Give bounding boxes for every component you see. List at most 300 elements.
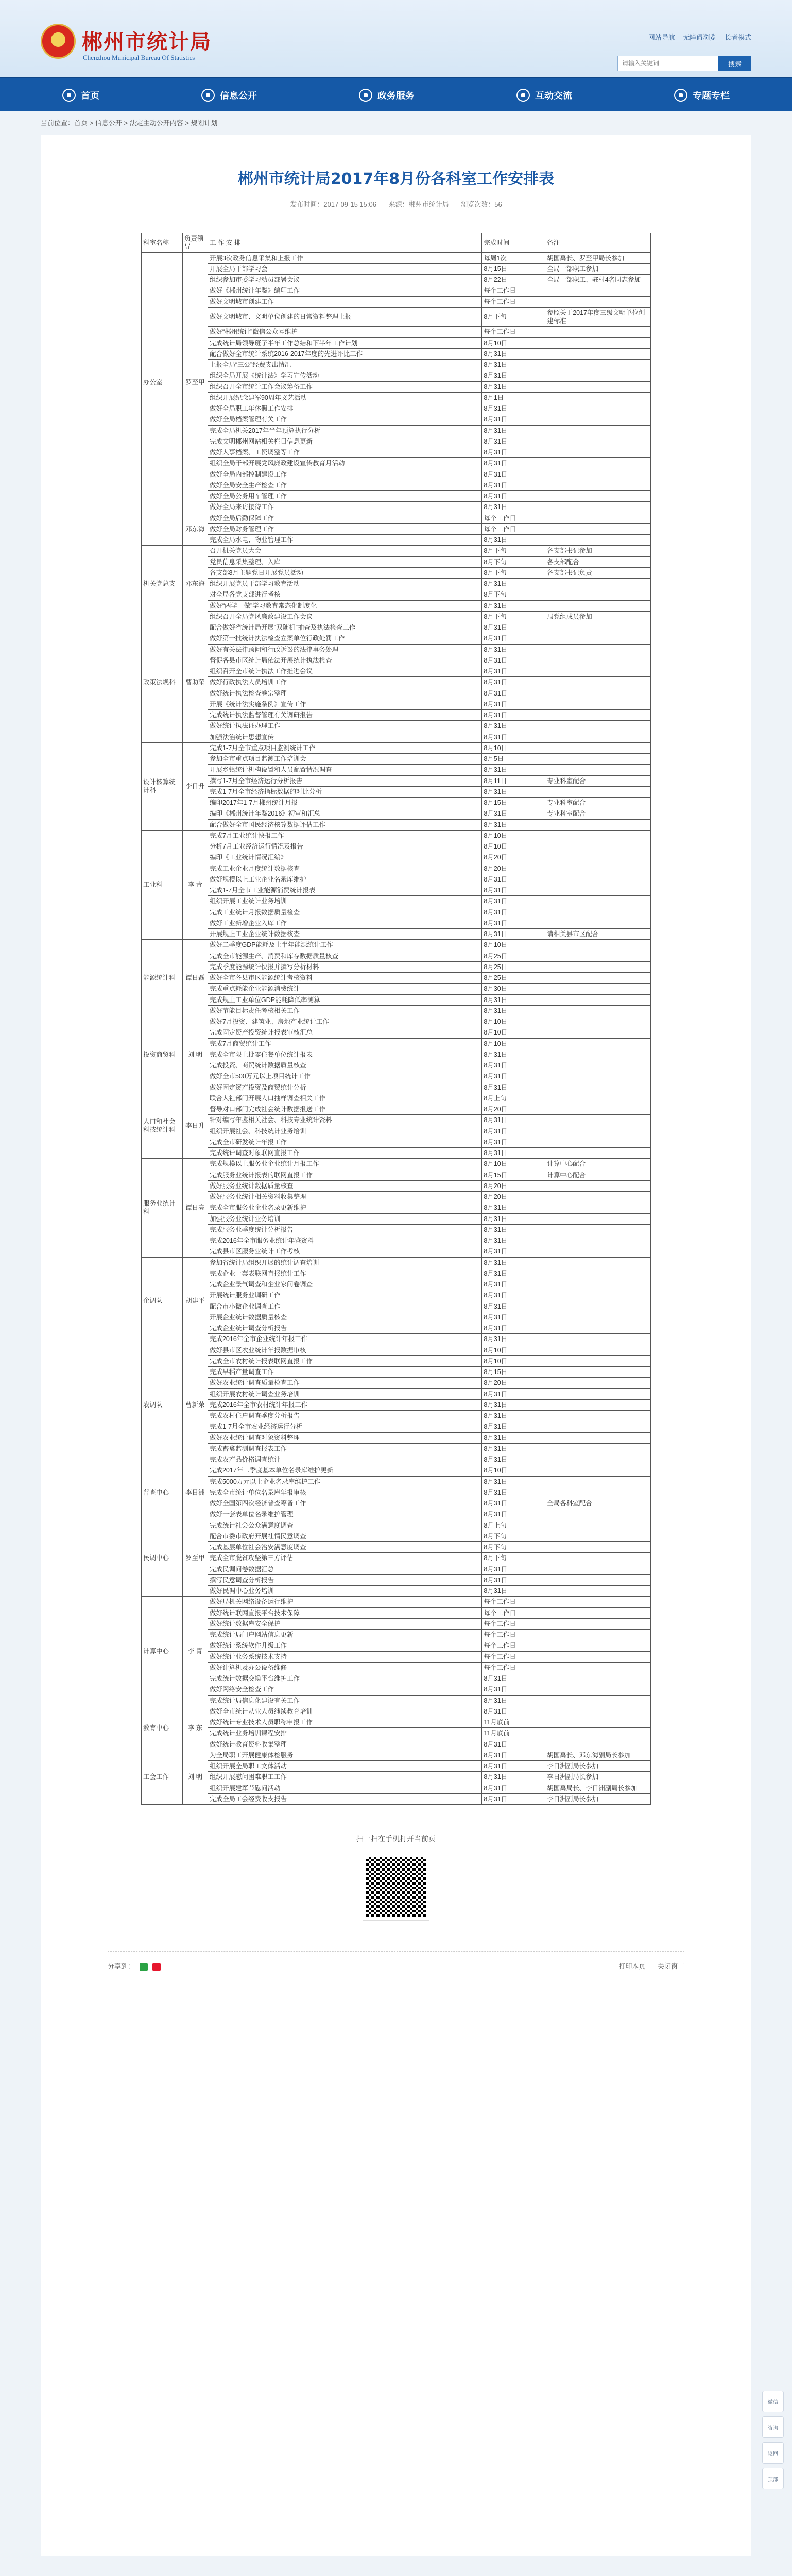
time-cell: 8月31日 <box>482 1213 545 1224</box>
table-row <box>142 1148 651 1159</box>
time-cell: 8月下旬 <box>482 611 545 622</box>
time-cell: 8月31日 <box>482 600 545 611</box>
note-cell <box>545 819 651 830</box>
note-cell: 专业科室配合 <box>545 798 651 808</box>
dept-cell: 办公室 <box>142 252 183 513</box>
table-row <box>142 918 651 928</box>
table-row <box>142 600 651 611</box>
table-row <box>142 994 651 1005</box>
table-row <box>142 414 651 425</box>
time-cell: 8月31日 <box>482 1574 545 1585</box>
time-cell: 8月31日 <box>482 1290 545 1301</box>
note-cell <box>545 765 651 775</box>
table-row <box>142 721 651 732</box>
table-row <box>142 1717 651 1728</box>
time-cell: 8月30日 <box>482 984 545 994</box>
time-cell: 8月31日 <box>482 655 545 666</box>
note-cell: 计算中心配合 <box>545 1159 651 1170</box>
float-top-button[interactable] <box>762 2468 784 2489</box>
time-cell: 8月31日 <box>482 622 545 633</box>
article-meta <box>108 199 684 219</box>
note-cell <box>545 830 651 841</box>
table-row <box>142 1202 651 1213</box>
task-cell: 做好全局安全生产检查工作 <box>208 480 481 490</box>
task-cell: 开展3次政务信息采集和上报工作 <box>208 252 481 263</box>
time-cell: 8月31日 <box>482 1432 545 1443</box>
time-cell: 每个工作日 <box>482 1640 545 1651</box>
site-title[interactable]: 郴州市统计局 <box>82 30 212 54</box>
toplink-nav[interactable]: 网站导航 <box>648 33 675 41</box>
task-cell: 完成民调问卷数据汇总 <box>208 1564 481 1574</box>
time-cell: 8月31日 <box>482 1454 545 1465</box>
task-cell: 配合市委市政府开展社情民意调查 <box>208 1531 481 1541</box>
print-button[interactable]: 打印本页 <box>618 1962 646 1970</box>
table-row <box>142 611 651 622</box>
note-cell <box>545 1213 651 1224</box>
head-cell: 罗至甲 <box>182 252 208 513</box>
search-box <box>617 56 751 71</box>
arrow-up-icon: 顶部 <box>768 2477 778 2483</box>
table-row <box>142 556 651 567</box>
table-header-row <box>142 233 651 253</box>
table-row <box>142 546 651 556</box>
task-cell: 做好全局档案管理有关工作 <box>208 414 481 425</box>
crumb-legal[interactable]: 法定主动公开内容 <box>129 119 183 127</box>
table-row <box>142 1093 651 1104</box>
time-cell: 8月20日 <box>482 1104 545 1115</box>
time-cell: 8月31日 <box>482 710 545 721</box>
time-cell: 每个工作日 <box>482 285 545 296</box>
table-row <box>142 798 651 808</box>
note-cell <box>545 1093 651 1104</box>
table-row <box>142 1443 651 1454</box>
time-cell: 8月31日 <box>482 732 545 742</box>
task-cell: 做好网络安全检查工作 <box>208 1684 481 1695</box>
time-cell: 8月31日 <box>482 425 545 436</box>
qr-caption: 扫一扫在手机打开当前页 <box>356 1835 436 1843</box>
note-cell <box>545 1695 651 1706</box>
task-cell: 完成企业景气调查和企业家问卷调查 <box>208 1279 481 1290</box>
table-row <box>142 830 651 841</box>
time-cell: 8月31日 <box>482 370 545 381</box>
task-cell: 为全局职工开展健康体检服务 <box>208 1750 481 1760</box>
time-cell: 8月31日 <box>482 1772 545 1783</box>
note-cell <box>545 469 651 480</box>
time-cell: 8月31日 <box>482 765 545 775</box>
nav-info-public[interactable]: 信息公开 <box>201 89 257 102</box>
header-head: 负责领导 <box>182 233 208 253</box>
search-input[interactable] <box>617 56 718 71</box>
time-cell: 8月31日 <box>482 1684 545 1695</box>
table-row <box>142 1388 651 1399</box>
table-row <box>142 1301 651 1312</box>
table-row <box>142 961 651 972</box>
task-cell: 完成农村住户调查季度分析报告 <box>208 1411 481 1421</box>
time-cell: 8月15日 <box>482 263 545 274</box>
task-cell: 完成规模以上服务业企业统计月报工作 <box>208 1159 481 1170</box>
float-consult-button[interactable] <box>762 2416 784 2438</box>
table-row <box>142 348 651 359</box>
time-cell: 8月10日 <box>482 1355 545 1366</box>
task-cell: 做好规模以上工业企业名录库维护 <box>208 874 481 885</box>
task-cell: 组织开展慰问困难职工工作 <box>208 1772 481 1783</box>
task-cell: 做好全局来访接待工作 <box>208 502 481 513</box>
time-cell: 8月31日 <box>482 994 545 1005</box>
task-cell: 上报全局“三公”经费支出情况 <box>208 360 481 370</box>
time-cell: 8月10日 <box>482 940 545 951</box>
table-row <box>142 436 651 447</box>
table-row <box>142 381 651 392</box>
table-row <box>142 1684 651 1695</box>
note-cell <box>545 984 651 994</box>
time-cell: 8月31日 <box>482 1761 545 1772</box>
task-cell: 完成规上工业单位GDP能耗降低率测算 <box>208 994 481 1005</box>
task-cell: 完成1-7月全市工业能源消费统计报表 <box>208 885 481 896</box>
head-cell: 刘 明 <box>182 1750 208 1804</box>
note-cell <box>545 1367 651 1378</box>
time-cell: 11月底前 <box>482 1728 545 1739</box>
time-cell: 8月31日 <box>482 414 545 425</box>
weibo-share-icon[interactable] <box>152 1963 161 1971</box>
head-cell: 李 青 <box>182 830 208 940</box>
table-row <box>142 1531 651 1541</box>
note-cell <box>545 1060 651 1071</box>
close-window-button[interactable]: 关闭窗口 <box>657 1962 684 1970</box>
note-cell <box>545 392 651 403</box>
time-cell: 8月31日 <box>482 1246 545 1257</box>
table-row <box>142 1695 651 1706</box>
note-cell <box>545 1312 651 1323</box>
note-cell: 各支部书记负责 <box>545 567 651 578</box>
nav-gov-service[interactable]: 政务服务 <box>359 89 415 102</box>
task-cell: 完成固定资产投资统计报表审核汇总 <box>208 1027 481 1038</box>
time-cell: 每个工作日 <box>482 523 545 534</box>
head-cell: 邓东海 <box>182 513 208 546</box>
nav-topics[interactable]: 专题专栏 <box>674 89 730 102</box>
note-cell <box>545 688 651 699</box>
header-task: 工 作 安 排 <box>208 233 481 253</box>
task-cell: 配合做好全市统计系统2016-2017年度的先进评比工作 <box>208 348 481 359</box>
note-cell <box>545 381 651 392</box>
time-cell: 每个工作日 <box>482 1597 545 1607</box>
note-cell <box>545 1202 651 1213</box>
table-row <box>142 1607 651 1618</box>
table-row <box>142 1115 651 1126</box>
breadcrumb: 当前位置：首页 > 信息公开 > 法定主动公开内容 > 规划计划 <box>41 119 218 127</box>
note-cell <box>545 622 651 633</box>
time-cell: 8月15日 <box>482 1367 545 1378</box>
task-cell: 完成统计调查对象联网直报工作 <box>208 1148 481 1159</box>
crumb-home[interactable]: 首页 <box>74 119 88 127</box>
note-cell <box>545 1728 651 1739</box>
task-cell: 完成重点耗能企业能源消费统计 <box>208 984 481 994</box>
table-row <box>142 1071 651 1082</box>
table-row <box>142 644 651 655</box>
table-row <box>142 973 651 984</box>
header-time: 完成时间 <box>482 233 545 253</box>
note-cell <box>545 1355 651 1366</box>
table-row <box>142 1454 651 1465</box>
task-cell: 完成县市区服务业统计工作考核 <box>208 1246 481 1257</box>
task-cell: 做好固定资产投资及商贸统计分析 <box>208 1082 481 1093</box>
time-cell: 8月31日 <box>482 1323 545 1334</box>
table-row <box>142 1597 651 1607</box>
time-cell: 8月5日 <box>482 754 545 765</box>
task-cell: 完成2016年全市农村统计年报工作 <box>208 1399 481 1410</box>
note-cell: 胡国禹长、罗至甲局长参加 <box>545 252 651 263</box>
dept-cell: 设计核算统计科 <box>142 742 183 830</box>
note-cell <box>545 535 651 546</box>
dept-cell: 教育中心 <box>142 1706 183 1750</box>
table-row <box>142 929 651 940</box>
table-row <box>142 1257 651 1268</box>
task-cell: 完成1-7月全市经济指标数据的对比分析 <box>208 786 481 797</box>
nav-home[interactable]: 首页 <box>62 89 99 102</box>
table-row <box>142 633 651 644</box>
toplink-elder[interactable]: 长者模式 <box>724 33 751 41</box>
time-cell: 8月下旬 <box>482 546 545 556</box>
time-cell: 8月下旬 <box>482 589 545 600</box>
time-cell: 8月31日 <box>482 1257 545 1268</box>
note-cell <box>545 1487 651 1498</box>
table-row <box>142 1640 651 1651</box>
time-cell: 8月31日 <box>482 896 545 907</box>
search-button[interactable]: 搜索 <box>718 56 751 71</box>
time-cell: 8月25日 <box>482 973 545 984</box>
task-cell: 做好民调中心业务培训 <box>208 1586 481 1597</box>
task-cell: 做好节能目标责任考核相关工作 <box>208 1005 481 1016</box>
task-cell: 做好统计专业技术人员职称申报工作 <box>208 1717 481 1728</box>
task-cell: 做好全市500万元以上项目统计工作 <box>208 1071 481 1082</box>
task-cell: 做好统计数据库安全保护 <box>208 1618 481 1629</box>
note-cell <box>545 513 651 523</box>
note-cell <box>545 655 651 666</box>
time-cell: 8月15日 <box>482 798 545 808</box>
table-row <box>142 425 651 436</box>
note-cell <box>545 1334 651 1345</box>
table-row <box>142 1399 651 1410</box>
note-cell: 李日洲副局长参加 <box>545 1793 651 1804</box>
document-icon <box>201 89 215 102</box>
toplink-accessibility[interactable]: 无障碍浏览 <box>683 33 717 41</box>
time-cell: 8月31日 <box>482 348 545 359</box>
time-cell: 8月31日 <box>482 1739 545 1750</box>
note-cell <box>545 296 651 307</box>
table-row <box>142 589 651 600</box>
time-cell: 8月31日 <box>482 1115 545 1126</box>
note-cell: 参照关于2017年度三级文明单位创建标准 <box>545 307 651 327</box>
note-cell <box>545 1126 651 1137</box>
table-row <box>142 579 651 589</box>
task-cell: 完成季度能源统计快报并撰写分析材料 <box>208 961 481 972</box>
time-cell: 8月下旬 <box>482 567 545 578</box>
dept-cell: 工业科 <box>142 830 183 940</box>
time-cell: 8月31日 <box>482 1498 545 1509</box>
qr-block <box>108 1834 684 1920</box>
site-header <box>0 0 792 77</box>
dept-cell: 服务业统计科 <box>142 1159 183 1257</box>
table-row <box>142 1793 651 1804</box>
note-cell <box>545 1137 651 1147</box>
qr-code-icon <box>363 1854 429 1920</box>
table-row <box>142 263 651 274</box>
task-cell: 组织召开全市统计执法工作推进会议 <box>208 666 481 677</box>
time-cell: 8月31日 <box>482 1312 545 1323</box>
task-cell: 做好全局内部控制建设工作 <box>208 469 481 480</box>
time-cell: 每个工作日 <box>482 1630 545 1640</box>
note-cell: 李日洲副局长参加 <box>545 1772 651 1783</box>
table-row <box>142 885 651 896</box>
time-cell: 8月31日 <box>482 1137 545 1147</box>
note-cell <box>545 644 651 655</box>
task-cell: 做好人事档案、工资调整等工作 <box>208 447 481 458</box>
task-cell: 配合做好全市国民经济核算数据评估工作 <box>208 819 481 830</box>
task-cell: 完成基层单位社会治安满意度调查 <box>208 1542 481 1553</box>
head-cell: 李 东 <box>182 1706 208 1750</box>
topics-icon <box>674 89 687 102</box>
time-cell: 8月1日 <box>482 392 545 403</box>
task-cell: 开展企业统计数据质量核查 <box>208 1312 481 1323</box>
schedule-body <box>142 252 651 1805</box>
time-cell: 8月31日 <box>482 1334 545 1345</box>
task-cell: 做好全局职工年休假工作安排 <box>208 403 481 414</box>
task-cell: 参加全市重点项目监测工作培训会 <box>208 754 481 765</box>
table-row <box>142 1520 651 1531</box>
time-cell: 8月31日 <box>482 1235 545 1246</box>
note-cell <box>545 1388 651 1399</box>
time-cell: 8月下旬 <box>482 1531 545 1541</box>
table-row <box>142 1378 651 1388</box>
table-row <box>142 469 651 480</box>
task-cell: 做好“两学一做”学习教育常态化制度化 <box>208 600 481 611</box>
task-cell: 召开机关党员大会 <box>208 546 481 556</box>
table-row <box>142 732 651 742</box>
task-cell: 组织参加市委学习动员部署会议 <box>208 275 481 285</box>
table-row <box>142 1005 651 1016</box>
time-cell: 8月31日 <box>482 1509 545 1520</box>
time-cell: 8月31日 <box>482 491 545 502</box>
head-cell: 谭日磊 <box>182 940 208 1016</box>
time-cell: 8月31日 <box>482 1071 545 1082</box>
task-cell: 各支部8月主题党日开展党员活动 <box>208 567 481 578</box>
note-cell <box>545 1235 651 1246</box>
table-row <box>142 1334 651 1345</box>
wechat-share-icon[interactable] <box>140 1963 148 1971</box>
task-cell: 撰写1-7月全市经济运行分析报告 <box>208 775 481 786</box>
note-cell <box>545 1005 651 1016</box>
time-cell: 8月31日 <box>482 1082 545 1093</box>
table-row <box>142 480 651 490</box>
task-cell: 完成2016年全市企业统计年报工作 <box>208 1334 481 1345</box>
note-cell <box>545 1399 651 1410</box>
table-row <box>142 1290 651 1301</box>
task-cell: 完成全局工会经费收支报告 <box>208 1793 481 1804</box>
task-cell: 完成全市研发统计年报工作 <box>208 1137 481 1147</box>
note-cell: 各支部书记参加 <box>545 546 651 556</box>
float-back-button[interactable] <box>762 2442 784 2464</box>
note-cell <box>545 1443 651 1454</box>
task-cell: 完成2016年全市服务业统计年鉴资料 <box>208 1235 481 1246</box>
time-cell: 8月31日 <box>482 929 545 940</box>
table-row <box>142 285 651 296</box>
note-cell <box>545 436 651 447</box>
float-wechat-button[interactable] <box>762 2391 784 2412</box>
note-cell <box>545 1378 651 1388</box>
note-cell <box>545 600 651 611</box>
time-cell: 8月31日 <box>482 1060 545 1071</box>
table-row <box>142 337 651 348</box>
note-cell <box>545 1049 651 1060</box>
task-cell: 编印2017年1-7月郴州统计月报 <box>208 798 481 808</box>
table-row <box>142 1235 651 1246</box>
time-cell: 8月31日 <box>482 1673 545 1684</box>
task-cell: 完成农产品价格调查统计 <box>208 1454 481 1465</box>
table-row <box>142 1016 651 1027</box>
nav-interaction[interactable]: 互动交流 <box>516 89 572 102</box>
time-cell: 8月上旬 <box>482 1520 545 1531</box>
time-cell: 8月31日 <box>482 633 545 644</box>
note-cell <box>545 699 651 709</box>
table-row <box>142 1060 651 1071</box>
note-cell: 全局各科室配合 <box>545 1498 651 1509</box>
task-cell: 组织召开全市统计工作会议筹备工作 <box>208 381 481 392</box>
task-cell: 做好计算机及办公设备维修 <box>208 1662 481 1673</box>
time-cell: 8月31日 <box>482 666 545 677</box>
head-cell: 胡建平 <box>182 1257 208 1345</box>
task-cell: 做好服务业统计数据质量核查 <box>208 1180 481 1191</box>
national-emblem-icon <box>41 24 76 59</box>
table-row <box>142 841 651 852</box>
note-cell <box>545 940 651 951</box>
task-cell: 完成文明郴州网站相关栏目信息更新 <box>208 436 481 447</box>
task-cell: 做好有关法律顾问和行政诉讼的法律事务处理 <box>208 644 481 655</box>
task-cell: 组织全局开展《统计法》学习宣传活动 <box>208 370 481 381</box>
time-cell: 8月10日 <box>482 830 545 841</box>
table-row <box>142 677 651 688</box>
task-cell: 做好“郴州统计”微信公众号维护 <box>208 327 481 337</box>
note-cell <box>545 710 651 721</box>
time-cell: 每个工作日 <box>482 296 545 307</box>
table-row <box>142 765 651 775</box>
crumb-plan[interactable]: 规划计划 <box>191 119 218 127</box>
note-cell <box>545 480 651 490</box>
task-cell: 组织开展社会、科技统计业务培训 <box>208 1126 481 1137</box>
time-cell: 8月31日 <box>482 1301 545 1312</box>
note-cell: 全局干部职工参加 <box>545 263 651 274</box>
note-cell <box>545 327 651 337</box>
main-nav <box>0 77 792 111</box>
task-cell: 完成全局水电、物业管理工作 <box>208 535 481 546</box>
dept-cell: 普查中心 <box>142 1465 183 1520</box>
task-cell: 完成全市限上批零住餐单位统计报表 <box>208 1049 481 1060</box>
time-cell: 8月31日 <box>482 819 545 830</box>
table-row <box>142 1498 651 1509</box>
task-cell: 开展全局干部学习会 <box>208 263 481 274</box>
dept-cell: 民调中心 <box>142 1520 183 1597</box>
time-cell: 8月11日 <box>482 775 545 786</box>
crumb-info[interactable]: 信息公开 <box>95 119 122 127</box>
note-cell <box>545 491 651 502</box>
time-cell: 8月31日 <box>482 699 545 709</box>
time-cell: 8月31日 <box>482 1564 545 1574</box>
table-row <box>142 1630 651 1640</box>
task-cell: 完成1-7月全市农业经济运行分析 <box>208 1421 481 1432</box>
time-cell: 8月下旬 <box>482 1553 545 1564</box>
table-row <box>142 874 651 885</box>
time-cell: 8月31日 <box>482 1399 545 1410</box>
note-cell <box>545 1586 651 1597</box>
note-cell <box>545 633 651 644</box>
